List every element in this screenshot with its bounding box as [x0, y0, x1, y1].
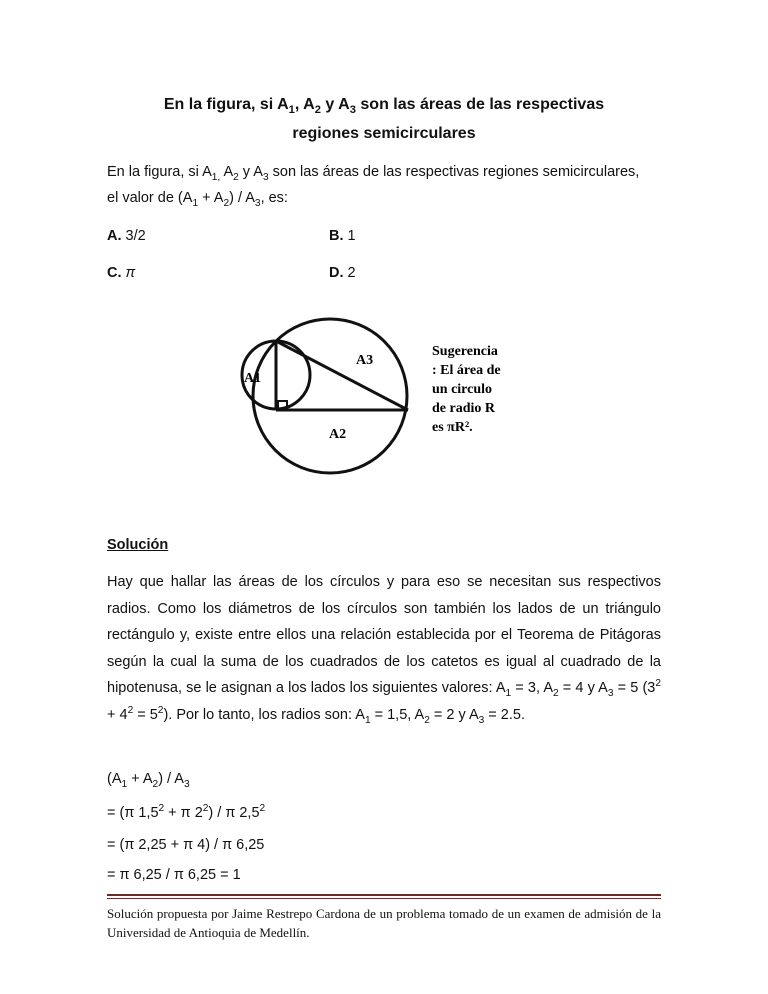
label-a2: A2 — [329, 427, 347, 442]
equation-line-4: = π 6,25 / π 6,25 = 1 — [107, 867, 241, 883]
solution-heading: Solución — [107, 537, 169, 553]
footer-note: Solución propuesta por Jaime Restrepo Cardona de un problema tomado de un examen de admisión de la Universidad de Antioquia de Medellín. — [107, 906, 661, 940]
question-text: En la figura, si $A_{1,}$ $A_2$ y $A_3$ son las áreas de las respectivas regiones semicirculares, el valor de $(A_1 + A_2) / A_3$, es: — [107, 164, 640, 209]
label-a3: A3 — [356, 353, 374, 368]
svg-text:: El área de: : El área de — [432, 363, 501, 378]
svg-text:un circulo: un circulo — [432, 382, 493, 397]
svg-text:de radio R: de radio R — [432, 401, 495, 416]
equation-line-1: $(A_1 + A_2) / A_3$ — [107, 771, 190, 790]
page-title: En la figura, si $A_1$, $A_2$ y $A_3$ son las áreas de las respectivas regiones semicirculares — [163, 96, 605, 142]
option-d: D. 2 — [329, 265, 356, 281]
hint-text — [432, 344, 501, 435]
equation-line-2: = (π $1,5^2 + \pi$ $2^2$) / π $2,5^2$ — [107, 803, 266, 821]
label-a1: A1 — [244, 371, 262, 386]
svg-text:Sugerencia: Sugerencia — [432, 344, 498, 359]
option-b: B. 1 — [329, 228, 356, 244]
footer-divider — [107, 894, 661, 896]
equation-line-3: = (π 2,25 + π 4) / π 6,25 — [107, 837, 265, 853]
svg-text:es πR².: es πR². — [432, 420, 473, 435]
solution-paragraph: Hay que hallar las áreas de los círculos y para eso se necesitan sus respectivos radios. Como los diámetros de los círculos son también los lados de un triángulo rectángulo y, existe entre ellos una relación establecida por el Teorema de Pitágoras según la cual la suma de los cuadrados de los catetos es igual al cuadrado de la hipotenusa, se le asignan a los lados los siguientes valores: $A_1 = 3$, $A_2 = 4$ y $A_3 = 5$ $(3^2 + 4^2 = 5^2)$. Por lo tanto, los radios son: $A_1 = 1,5$, $A_2 = 2$ y $A_3 = 2.5$. — [107, 574, 661, 726]
option-c: C. π — [107, 265, 136, 281]
semicircle-figure — [232, 300, 552, 490]
option-a: A. 3/2 — [107, 228, 146, 244]
footer-divider-thin — [107, 898, 661, 899]
